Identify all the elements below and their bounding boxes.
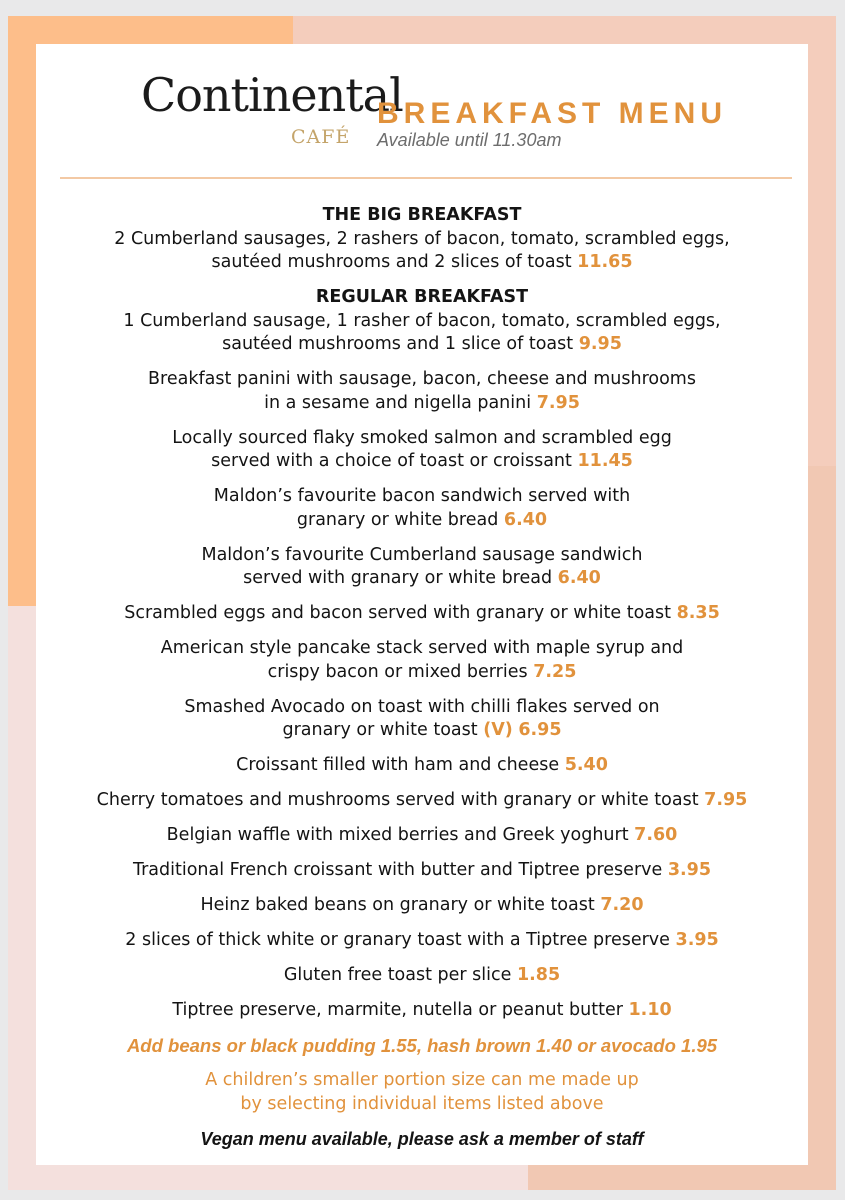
menu-item-price: 7.95: [536, 392, 580, 413]
menu-item: [36, 929, 808, 953]
menu-item: [36, 754, 808, 778]
menu-item-description: Scrambled eggs and bacon served with granary or white toast: [124, 603, 671, 623]
menu-item-description: sautéed mushrooms and 1 slice of toast: [222, 334, 574, 354]
menu-item: [36, 286, 808, 357]
menu-item-description: 2 slices of thick white or granary toast with a Tiptree preserve: [125, 930, 670, 950]
menu-item-description-line: [36, 602, 808, 626]
menu-item-description: granary or white bread: [296, 509, 499, 530]
vegan-note-text: Vegan menu available, please ask a member of staff: [200, 1128, 644, 1149]
menu-item-price: 1.85: [516, 965, 561, 985]
menu-item-description: served with granary or white bread: [243, 568, 553, 588]
menu-item-description: Heinz baked beans on granary or white toast: [200, 895, 595, 915]
menu-item-description: Locally sourced flaky smoked salmon and scrambled egg: [172, 427, 672, 448]
menu-item-description: Croissant filled with ham and cheese: [236, 755, 560, 775]
menu-item-heading: REGULAR BREAKFAST: [315, 287, 529, 307]
children-note-line: by selecting individual items listed above: [240, 1093, 604, 1114]
menu-item-description-line: [36, 661, 808, 685]
logo-wordmark: Continental: [141, 68, 403, 122]
menu-item-description-line: [36, 754, 808, 778]
menu-item: [36, 368, 808, 415]
menu-item-description-line: [36, 894, 808, 918]
logo-subtitle: CAFÉ: [291, 126, 351, 148]
menu-item-description: Smashed Avocado on toast with chilli flakes served on: [184, 696, 660, 717]
menu-item: [36, 999, 808, 1023]
menu-item-description: American style pancake stack served with maple syrup and: [160, 638, 684, 658]
menu-item-description-line: [36, 251, 808, 275]
menu-item-price: 1.10: [628, 1000, 672, 1020]
menu-item-description: Belgian waffle with mixed berries and Greek yoghurt: [166, 825, 629, 845]
menu-item-description: Gluten free toast per slice: [283, 965, 512, 985]
extras-text: Add beans or black pudding 1.55, hash brown 1.40 or avocado 1.95: [126, 1035, 718, 1056]
menu-item: [36, 204, 808, 275]
menu-item-description: served with a choice of toast or croissant: [211, 451, 572, 471]
menu-item-description-line: [36, 859, 808, 883]
menu-item-description: Tiptree preserve, marmite, nutella or peanut butter: [172, 1000, 623, 1020]
menu-item-price: 3.95: [675, 930, 719, 950]
menu-item-description: in a sesame and nigella panini: [264, 392, 532, 413]
menu-item-price: 11.65: [577, 252, 633, 272]
menu-item-price: 5.40: [564, 755, 608, 775]
menu-item-description-line: [36, 824, 808, 848]
menu-item-price: 6.95: [518, 720, 562, 740]
menu-item-description: Cherry tomatoes and mushrooms served with granary or white toast: [96, 790, 699, 810]
menu-item-description: sautéed mushrooms and 2 slices of toast: [211, 252, 572, 272]
menu-item-description: granary or white toast: [282, 720, 478, 740]
menu-item-price: 8.35: [676, 603, 720, 623]
menu-item-price: 7.60: [634, 825, 678, 845]
menu-item-description-line: [36, 999, 808, 1023]
menu-item: [36, 544, 808, 591]
vegan-note: [36, 1128, 808, 1152]
menu-item: [36, 637, 808, 684]
menu-item-price: 7.25: [533, 661, 577, 682]
menu-item-description: Maldon’s favourite bacon sandwich served with: [213, 486, 631, 506]
menu-item-price: 11.45: [577, 451, 633, 471]
menu-item-price: 6.40: [557, 568, 601, 588]
menu-item-description: Breakfast panini with sausage, bacon, cheese and mushrooms: [148, 369, 696, 389]
menu-item-description-line: [36, 450, 808, 474]
menu-item: [36, 824, 808, 848]
menu-item-description-line: [36, 392, 808, 416]
menu-item-price: 6.40: [503, 509, 548, 530]
menu-item: [36, 696, 808, 743]
menu-item-description: Traditional French croissant with butter and Tiptree preserve: [132, 860, 663, 880]
menu-item: [36, 427, 808, 474]
menu-item-price: 3.95: [667, 860, 712, 880]
menu-item-description-line: [36, 964, 808, 988]
menu-item-description-line: [36, 789, 808, 813]
menu-item-description: Maldon’s favourite Cumberland sausage sandwich: [201, 544, 643, 565]
menu-item-price: 7.20: [600, 895, 644, 915]
menu-item: [36, 859, 808, 883]
menu-item-description: crispy bacon or mixed berries: [267, 661, 528, 682]
menu-availability: Available until 11.30am: [377, 130, 562, 150]
menu-items: [36, 204, 808, 1151]
menu-item-description-line: [36, 719, 808, 743]
menu-item-description-line: [36, 509, 808, 533]
menu-card: [36, 44, 808, 1165]
menu-item: [36, 602, 808, 626]
vegetarian-tag: (V): [483, 720, 513, 740]
extras-note: [36, 1034, 808, 1058]
menu-page: [8, 16, 836, 1190]
menu-item-heading: THE BIG BREAKFAST: [322, 205, 522, 225]
menu-item-price: 7.95: [704, 790, 748, 810]
menu-item-description-line: [36, 567, 808, 591]
menu-item-description-line: [36, 333, 808, 357]
children-note: [36, 1069, 808, 1116]
menu-header: [36, 44, 808, 194]
menu-item: [36, 894, 808, 918]
menu-title: BREAKFAST MENU: [377, 97, 728, 130]
children-note-line: A children’s smaller portion size can me made up: [205, 1070, 639, 1090]
menu-item: [36, 485, 808, 532]
menu-item-price: 9.95: [578, 334, 622, 354]
menu-item: [36, 789, 808, 813]
menu-item: [36, 964, 808, 988]
header-divider: [60, 177, 792, 179]
menu-item-description: 1 Cumberland sausage, 1 rasher of bacon, tomato, scrambled eggs,: [123, 310, 721, 331]
menu-item-description: 2 Cumberland sausages, 2 rashers of bacon, tomato, scrambled eggs,: [114, 228, 730, 249]
menu-item-description-line: [36, 929, 808, 953]
